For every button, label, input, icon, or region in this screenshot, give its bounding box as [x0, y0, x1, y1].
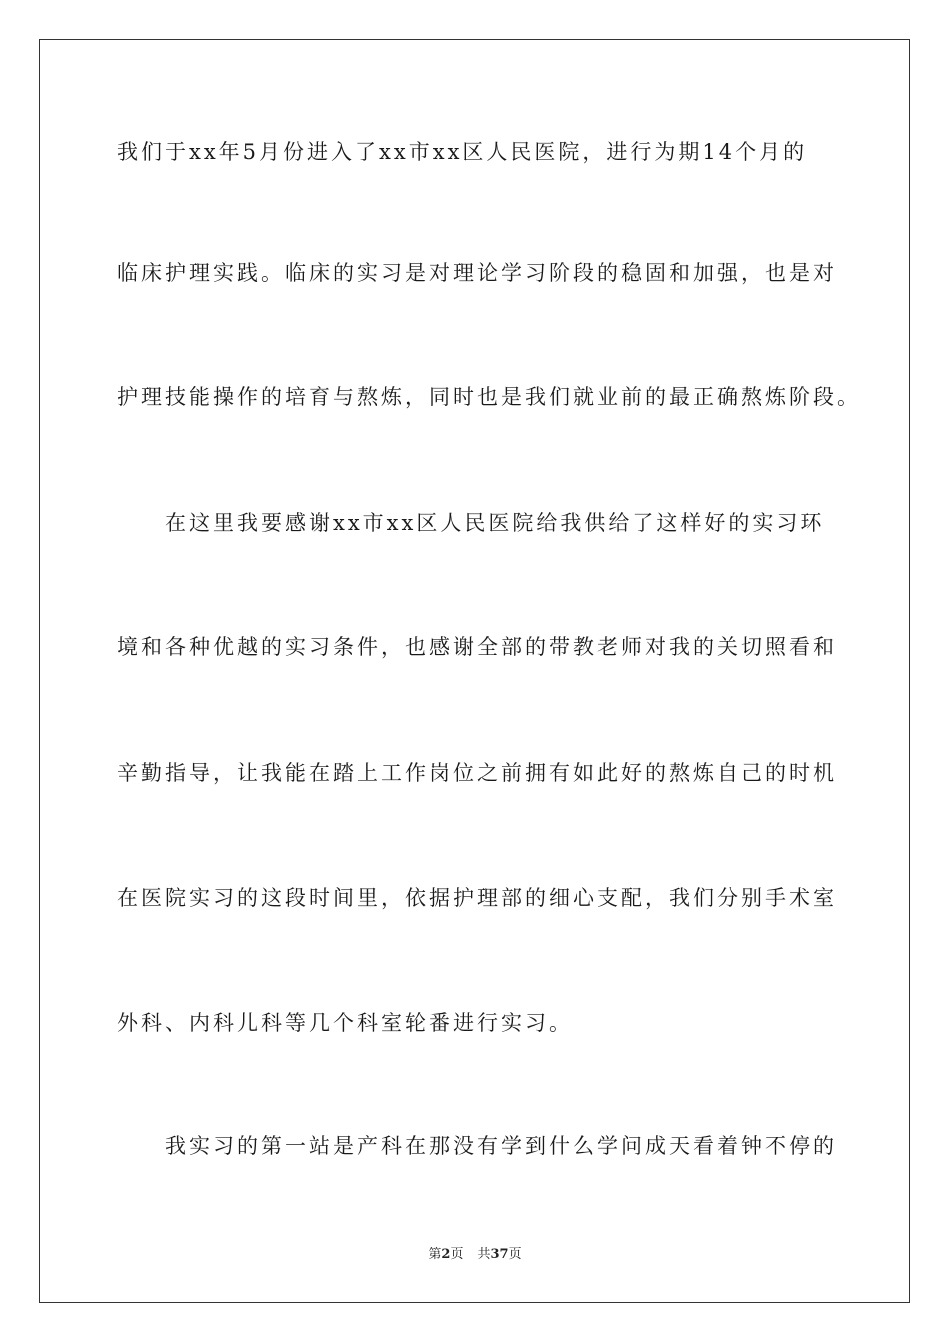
body-line-8: 外科、内科儿科等几个科室轮番进行实习。 [117, 1011, 573, 1035]
footer-total-pages: 37 [490, 1247, 509, 1262]
page-border [39, 39, 910, 1303]
body-line-9: 我实习的第一站是产科在那没有学到什么学问成天看着钟不停的 [165, 1134, 837, 1158]
body-line-7: 在医院实习的这段时间里，依据护理部的细心支配，我们分别手术室 [117, 886, 837, 910]
footer-page-prefix: 第 [428, 1247, 442, 1262]
footer-page-suffix: 页 [450, 1247, 464, 1262]
page-footer [0, 1247, 950, 1263]
body-line-6: 辛勤指导，让我能在踏上工作岗位之前拥有如此好的熬炼自己的时机 [117, 761, 837, 785]
body-line-5: 境和各种优越的实习条件，也感谢全部的带教老师对我的关切照看和 [117, 635, 837, 659]
footer-total-prefix: 共 [477, 1247, 491, 1262]
body-line-3: 护理技能操作的培育与熬炼，同时也是我们就业前的最正确熬炼阶段。 [117, 385, 861, 409]
footer-page-number: 2 [441, 1247, 451, 1262]
body-line-2: 临床护理实践。临床的实习是对理论学习阶段的稳固和加强，也是对 [117, 261, 837, 285]
body-line-4: 在这里我要感谢xx市xx区人民医院给我供给了这样好的实习环 [165, 511, 825, 535]
body-line-1: 我们于xx年5月份进入了xx市xx区人民医院，进行为期14个月的 [117, 140, 808, 164]
footer-total-suffix: 页 [508, 1247, 522, 1262]
